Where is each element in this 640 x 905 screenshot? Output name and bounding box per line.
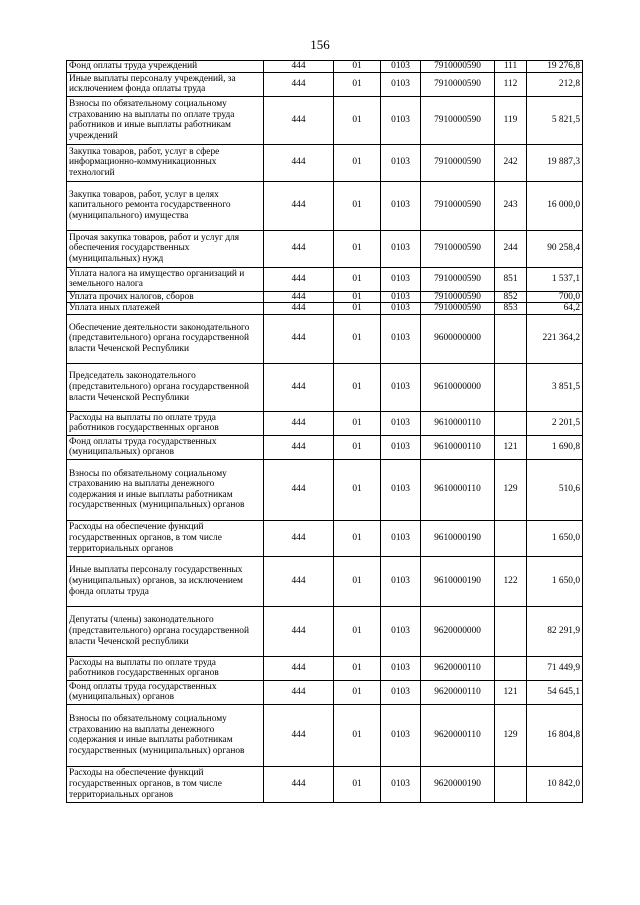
target-article-cell: 7910000590 xyxy=(421,72,495,96)
target-article-cell: 9600000000 xyxy=(421,314,495,363)
expense-type-cell xyxy=(495,363,527,411)
amount-cell: 1 650,0 xyxy=(527,556,583,606)
expense-type-cell: 121 xyxy=(495,680,527,704)
section-code-cell: 01 xyxy=(334,303,381,315)
subsection-code-cell: 0103 xyxy=(381,606,421,656)
expense-type-cell: 853 xyxy=(495,303,527,315)
admin-code-cell: 444 xyxy=(264,520,334,556)
subsection-code-cell: 0103 xyxy=(381,680,421,704)
amount-cell: 5 821,5 xyxy=(527,96,583,144)
amount-cell: 10 842,0 xyxy=(527,766,583,802)
amount-cell: 2 201,5 xyxy=(527,411,583,435)
section-code-cell: 01 xyxy=(334,556,381,606)
expense-type-cell: 129 xyxy=(495,704,527,766)
admin-code-cell: 444 xyxy=(264,314,334,363)
amount-cell: 19 276,8 xyxy=(527,61,583,73)
target-article-cell: 9620000110 xyxy=(421,704,495,766)
admin-code-cell: 444 xyxy=(264,96,334,144)
amount-cell: 90 258,4 xyxy=(527,230,583,267)
subsection-code-cell: 0103 xyxy=(381,96,421,144)
admin-code-cell: 444 xyxy=(264,267,334,291)
expense-type-cell: 129 xyxy=(495,459,527,520)
subsection-code-cell: 0103 xyxy=(381,766,421,802)
admin-code-cell: 444 xyxy=(264,704,334,766)
table-row xyxy=(67,411,583,435)
section-code-cell: 01 xyxy=(334,72,381,96)
expense-name-cell: Уплата прочих налогов, сборов xyxy=(67,291,264,303)
target-article-cell: 9610000110 xyxy=(421,435,495,459)
amount-cell: 221 364,2 xyxy=(527,314,583,363)
expense-name-cell: Расходы на обеспечение функций государственных органов, в том числе территориальных органов xyxy=(67,766,264,802)
admin-code-cell: 444 xyxy=(264,363,334,411)
amount-cell: 1 537,1 xyxy=(527,267,583,291)
admin-code-cell: 444 xyxy=(264,680,334,704)
expense-type-cell: 119 xyxy=(495,96,527,144)
section-code-cell: 01 xyxy=(334,267,381,291)
expense-type-cell: 111 xyxy=(495,61,527,73)
expense-type-cell xyxy=(495,520,527,556)
target-article-cell: 9620000110 xyxy=(421,680,495,704)
target-article-cell: 9610000110 xyxy=(421,411,495,435)
table-row xyxy=(67,61,583,73)
admin-code-cell: 444 xyxy=(264,656,334,680)
target-article-cell: 9610000110 xyxy=(421,459,495,520)
admin-code-cell: 444 xyxy=(264,766,334,802)
budget-table-body xyxy=(67,61,583,803)
section-code-cell: 01 xyxy=(334,411,381,435)
table-row xyxy=(67,314,583,363)
section-code-cell: 01 xyxy=(334,520,381,556)
amount-cell: 54 645,1 xyxy=(527,680,583,704)
section-code-cell: 01 xyxy=(334,181,381,230)
expense-type-cell: 121 xyxy=(495,435,527,459)
page-number: 156 xyxy=(310,37,330,52)
subsection-code-cell: 0103 xyxy=(381,459,421,520)
amount-cell: 71 449,9 xyxy=(527,656,583,680)
amount-cell: 1 690,8 xyxy=(527,435,583,459)
target-article-cell: 7910000590 xyxy=(421,267,495,291)
table-row xyxy=(67,680,583,704)
target-article-cell: 9620000000 xyxy=(421,606,495,656)
subsection-code-cell: 0103 xyxy=(381,291,421,303)
subsection-code-cell: 0103 xyxy=(381,144,421,181)
admin-code-cell: 444 xyxy=(264,61,334,73)
expense-name-cell: Расходы на выплаты по оплате труда работников государственных органов xyxy=(67,656,264,680)
expense-name-cell: Фонд оплаты труда государственных (муниципальных) органов xyxy=(67,435,264,459)
table-row xyxy=(67,704,583,766)
section-code-cell: 01 xyxy=(334,606,381,656)
expense-name-cell: Председатель законодательного (представительного) органа государственной власти Чеченской Республики xyxy=(67,363,264,411)
expense-type-cell: 851 xyxy=(495,267,527,291)
table-row xyxy=(67,291,583,303)
amount-cell: 16 804,8 xyxy=(527,704,583,766)
target-article-cell: 9620000190 xyxy=(421,766,495,802)
section-code-cell: 01 xyxy=(334,230,381,267)
amount-cell: 510,6 xyxy=(527,459,583,520)
expense-type-cell: 242 xyxy=(495,144,527,181)
admin-code-cell: 444 xyxy=(264,230,334,267)
section-code-cell: 01 xyxy=(334,656,381,680)
amount-cell: 16 000,0 xyxy=(527,181,583,230)
expense-name-cell: Взносы по обязательному социальному страхованию на выплаты по оплате труда работников и иные выплаты работникам учреждений xyxy=(67,96,264,144)
expense-type-cell xyxy=(495,411,527,435)
table-row xyxy=(67,96,583,144)
admin-code-cell: 444 xyxy=(264,291,334,303)
admin-code-cell: 444 xyxy=(264,606,334,656)
expense-type-cell xyxy=(495,766,527,802)
section-code-cell: 01 xyxy=(334,680,381,704)
expense-name-cell: Уплата налога на имущество организаций и земельного налога xyxy=(67,267,264,291)
expense-name-cell: Расходы на обеспечение функций государственных органов, в том числе территориальных органов xyxy=(67,520,264,556)
subsection-code-cell: 0103 xyxy=(381,435,421,459)
section-code-cell: 01 xyxy=(334,704,381,766)
target-article-cell: 7910000590 xyxy=(421,291,495,303)
expense-name-cell: Фонд оплаты труда государственных (муниципальных) органов xyxy=(67,680,264,704)
admin-code-cell: 444 xyxy=(264,459,334,520)
admin-code-cell: 444 xyxy=(264,303,334,315)
expense-name-cell: Взносы по обязательному социальному страхованию на выплаты денежного содержания и иные выплаты работникам государственных (муниципальных) органов xyxy=(67,459,264,520)
section-code-cell: 01 xyxy=(334,766,381,802)
amount-cell: 19 887,3 xyxy=(527,144,583,181)
amount-cell: 212,8 xyxy=(527,72,583,96)
target-article-cell: 7910000590 xyxy=(421,303,495,315)
table-row xyxy=(67,144,583,181)
section-code-cell: 01 xyxy=(334,144,381,181)
subsection-code-cell: 0103 xyxy=(381,230,421,267)
subsection-code-cell: 0103 xyxy=(381,520,421,556)
subsection-code-cell: 0103 xyxy=(381,314,421,363)
subsection-code-cell: 0103 xyxy=(381,267,421,291)
table-row xyxy=(67,459,583,520)
expense-type-cell: 244 xyxy=(495,230,527,267)
expense-type-cell xyxy=(495,656,527,680)
admin-code-cell: 444 xyxy=(264,144,334,181)
amount-cell: 700,0 xyxy=(527,291,583,303)
admin-code-cell: 444 xyxy=(264,435,334,459)
target-article-cell: 9610000000 xyxy=(421,363,495,411)
subsection-code-cell: 0103 xyxy=(381,411,421,435)
amount-cell: 3 851,5 xyxy=(527,363,583,411)
target-article-cell: 7910000590 xyxy=(421,61,495,73)
table-row xyxy=(67,72,583,96)
expense-name-cell: Иные выплаты персоналу учреждений, за исключением фонда оплаты труда xyxy=(67,72,264,96)
amount-cell: 64,2 xyxy=(527,303,583,315)
expense-name-cell: Расходы на выплаты по оплате труда работников государственных органов xyxy=(67,411,264,435)
section-code-cell: 01 xyxy=(334,314,381,363)
subsection-code-cell: 0103 xyxy=(381,72,421,96)
table-row xyxy=(67,435,583,459)
target-article-cell: 7910000590 xyxy=(421,181,495,230)
table-row xyxy=(67,606,583,656)
expense-name-cell: Обеспечение деятельности законодательного (представительного) органа государственной власти Чеченской Республики xyxy=(67,314,264,363)
expense-type-cell xyxy=(495,606,527,656)
admin-code-cell: 444 xyxy=(264,72,334,96)
expense-name-cell: Прочая закупка товаров, работ и услуг для обеспечения государственных (муниципальных) нужд xyxy=(67,230,264,267)
expense-type-cell: 852 xyxy=(495,291,527,303)
subsection-code-cell: 0103 xyxy=(381,61,421,73)
budget-table xyxy=(66,60,583,803)
table-row xyxy=(67,656,583,680)
subsection-code-cell: 0103 xyxy=(381,363,421,411)
admin-code-cell: 444 xyxy=(264,411,334,435)
subsection-code-cell: 0103 xyxy=(381,656,421,680)
section-code-cell: 01 xyxy=(334,96,381,144)
admin-code-cell: 444 xyxy=(264,556,334,606)
subsection-code-cell: 0103 xyxy=(381,303,421,315)
table-row xyxy=(67,230,583,267)
subsection-code-cell: 0103 xyxy=(381,181,421,230)
section-code-cell: 01 xyxy=(334,459,381,520)
section-code-cell: 01 xyxy=(334,363,381,411)
expense-type-cell: 243 xyxy=(495,181,527,230)
table-row xyxy=(67,556,583,606)
expense-name-cell: Закупка товаров, работ, услуг в целях капитального ремонта государственного (муниципального) имущества xyxy=(67,181,264,230)
expense-name-cell: Депутаты (члены) законодательного (представительного) органа государственной власти Чеченской республики xyxy=(67,606,264,656)
expense-name-cell: Уплата иных платежей xyxy=(67,303,264,315)
section-code-cell: 01 xyxy=(334,291,381,303)
amount-cell: 1 650,0 xyxy=(527,520,583,556)
table-row xyxy=(67,267,583,291)
target-article-cell: 7910000590 xyxy=(421,230,495,267)
expense-type-cell: 112 xyxy=(495,72,527,96)
expense-name-cell: Иные выплаты персоналу государственных (муниципальных) органов, за исключением фонда оплаты труда xyxy=(67,556,264,606)
table-row xyxy=(67,766,583,802)
table-row xyxy=(67,181,583,230)
section-code-cell: 01 xyxy=(334,435,381,459)
table-row xyxy=(67,303,583,315)
table-row xyxy=(67,363,583,411)
section-code-cell: 01 xyxy=(334,61,381,73)
subsection-code-cell: 0103 xyxy=(381,556,421,606)
target-article-cell: 9610000190 xyxy=(421,520,495,556)
expense-name-cell: Закупка товаров, работ, услуг в сфере информационно-коммуникационных технологий xyxy=(67,144,264,181)
expense-type-cell: 122 xyxy=(495,556,527,606)
target-article-cell: 9610000190 xyxy=(421,556,495,606)
target-article-cell: 7910000590 xyxy=(421,96,495,144)
admin-code-cell: 444 xyxy=(264,181,334,230)
subsection-code-cell: 0103 xyxy=(381,704,421,766)
target-article-cell: 7910000590 xyxy=(421,144,495,181)
target-article-cell: 9620000110 xyxy=(421,656,495,680)
expense-name-cell: Взносы по обязательному социальному страхованию на выплаты денежного содержания и иные выплаты работникам государственных (муниципальных) органов xyxy=(67,704,264,766)
expense-name-cell: Фонд оплаты труда учреждений xyxy=(67,61,264,73)
expense-type-cell xyxy=(495,314,527,363)
table-row xyxy=(67,520,583,556)
amount-cell: 82 291,9 xyxy=(527,606,583,656)
